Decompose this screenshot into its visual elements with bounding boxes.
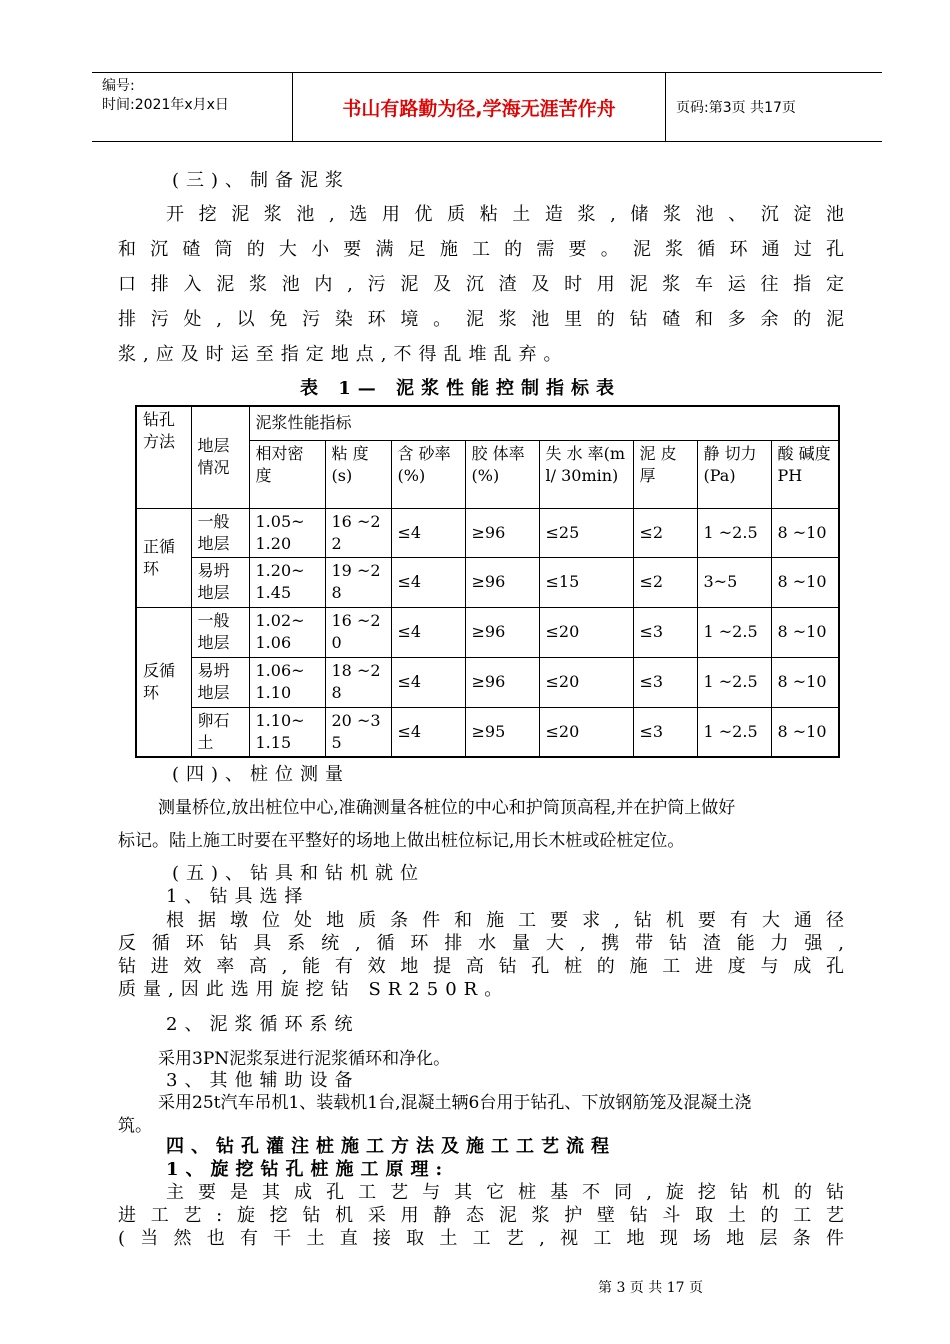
cell-stratum: 一般地层 bbox=[191, 508, 249, 557]
subheading-aux-equipment: 3、其他辅助设备 bbox=[166, 1070, 360, 1091]
cell-ph: 8 ~10 bbox=[771, 508, 839, 557]
page-footer: 第 3 页 共 17 页 bbox=[598, 1280, 703, 1296]
col-header-water-loss: 失 水 率(ml/ 30min) bbox=[539, 440, 633, 508]
section-heading-pile-survey: (四)、桩位测量 bbox=[172, 764, 351, 785]
cell-viscosity: 18 ~28 bbox=[325, 657, 391, 707]
paragraph-line: 采用3PN泥浆泵进行泥浆循环和净化。 bbox=[158, 1049, 451, 1069]
paragraph-line: 浆,应及时运至指定地点,不得乱堆乱弃。 bbox=[118, 344, 569, 365]
paragraph-line: 采用25t汽车吊机1、装载机1台,混凝土辆6台用于钻孔、下放钢筋笼及混凝土浇 bbox=[158, 1093, 752, 1113]
paragraph-line: 反循环钻具系统,循环排水量大,携带钻渣能力强, bbox=[118, 933, 844, 954]
col-header-density: 相对密度 bbox=[249, 440, 325, 508]
cell-colloid: ≥96 bbox=[465, 657, 539, 707]
cell-sand: ≤4 bbox=[391, 707, 465, 757]
table-row bbox=[136, 557, 839, 607]
cell-stratum: 卵石土 bbox=[191, 707, 249, 757]
table-caption: 表 1— 泥浆性能控制指标表 bbox=[300, 378, 622, 399]
doc-number-label: 编号: bbox=[102, 78, 135, 94]
cell-sand: ≤4 bbox=[391, 508, 465, 557]
cell-colloid: ≥95 bbox=[465, 707, 539, 757]
cell-water-loss: ≤25 bbox=[539, 508, 633, 557]
cell-viscosity: 16 ~22 bbox=[325, 508, 391, 557]
col-header-colloid: 胶 体率(%) bbox=[465, 440, 539, 508]
subheading-rotary-principle: 1、旋挖钻孔桩施工原理: bbox=[166, 1159, 450, 1180]
col-header-mud-skin: 泥 皮厚 bbox=[633, 440, 697, 508]
subheading-mud-circulation: 2、泥浆循环系统 bbox=[166, 1014, 360, 1035]
cell-shear: 1 ~2.5 bbox=[697, 707, 771, 757]
group-method-reverse: 反循环 bbox=[136, 607, 191, 757]
section-heading-mud-prep: (三)、制备泥浆 bbox=[172, 170, 351, 191]
section-heading-drill-setup: (五)、钻具和钻机就位 bbox=[172, 863, 426, 884]
header-meta bbox=[102, 77, 292, 137]
table-row bbox=[136, 607, 839, 657]
doc-time-label: 时间:2021年x月x日 bbox=[102, 97, 229, 113]
mud-performance-table bbox=[135, 405, 840, 758]
paragraph-line: 钻进效率高,能有效地提高钻孔桩的施工进度与成孔 bbox=[118, 956, 844, 977]
group-method-forward: 正循环 bbox=[136, 508, 191, 607]
table-row bbox=[136, 657, 839, 707]
page-header bbox=[92, 72, 882, 142]
cell-water-loss: ≤20 bbox=[539, 657, 633, 707]
paragraph-line: 排污处,以免污染环境。泥浆池里的钻碴和多余的泥 bbox=[118, 309, 844, 330]
cell-mud-skin: ≤2 bbox=[633, 508, 697, 557]
cell-density: 1.05~1.20 bbox=[249, 508, 325, 557]
cell-colloid: ≥96 bbox=[465, 557, 539, 607]
cell-stratum: 一般地层 bbox=[191, 607, 249, 657]
cell-mud-skin: ≤2 bbox=[633, 557, 697, 607]
cell-viscosity: 20 ~35 bbox=[325, 707, 391, 757]
header-mud-indicators: 泥浆性能指标 bbox=[249, 406, 839, 440]
cell-density: 1.06~1.10 bbox=[249, 657, 325, 707]
part-heading-bored-pile: 四、钻孔灌注桩施工方法及施工工艺流程 bbox=[166, 1136, 616, 1157]
paragraph-line: 进工艺:旋挖钻机采用静态泥浆护壁钻斗取土的工艺 bbox=[118, 1205, 844, 1226]
cell-sand: ≤4 bbox=[391, 557, 465, 607]
cell-mud-skin: ≤3 bbox=[633, 707, 697, 757]
paragraph-line: (当然也有干土直接取土工艺,视工地现场地层条件 bbox=[118, 1228, 844, 1249]
paragraph-line: 根据墩位处地质条件和施工要求,钻机要有大通径 bbox=[166, 910, 844, 931]
paragraph-line: 和沉碴筒的大小要满足施工的需要。泥浆循环通过孔 bbox=[118, 239, 844, 260]
cell-ph: 8 ~10 bbox=[771, 707, 839, 757]
cell-density: 1.10~1.15 bbox=[249, 707, 325, 757]
cell-sand: ≤4 bbox=[391, 657, 465, 707]
cell-ph: 8 ~10 bbox=[771, 657, 839, 707]
header-page-label: 页码:第3页 共17页 bbox=[676, 100, 796, 116]
cell-ph: 8 ~10 bbox=[771, 607, 839, 657]
paragraph-line: 口排入泥浆池内,污泥及沉渣及时用泥浆车运往指定 bbox=[118, 274, 844, 295]
header-motto: 书山有路勤为径,学海无涯苦作舟 bbox=[292, 73, 666, 141]
paragraph-line: 质量,因此选用旋挖钻 SR250R。 bbox=[118, 979, 510, 1000]
col-header-sand: 含 砂率(%) bbox=[391, 440, 465, 508]
table-row bbox=[136, 508, 839, 557]
cell-shear: 1 ~2.5 bbox=[697, 657, 771, 707]
cell-stratum: 易坍地层 bbox=[191, 557, 249, 607]
header-stratum: 地层情况 bbox=[191, 406, 249, 508]
paragraph-line: 筑。 bbox=[118, 1116, 152, 1136]
cell-shear: 1 ~2.5 bbox=[697, 508, 771, 557]
cell-density: 1.02~1.06 bbox=[249, 607, 325, 657]
cell-ph: 8 ~10 bbox=[771, 557, 839, 607]
cell-mud-skin: ≤3 bbox=[633, 607, 697, 657]
cell-water-loss: ≤15 bbox=[539, 557, 633, 607]
cell-shear: 1 ~2.5 bbox=[697, 607, 771, 657]
table-row bbox=[136, 707, 839, 757]
cell-density: 1.20~1.45 bbox=[249, 557, 325, 607]
cell-colloid: ≥96 bbox=[465, 508, 539, 557]
cell-water-loss: ≤20 bbox=[539, 607, 633, 657]
col-header-ph: 酸 碱度PH bbox=[771, 440, 839, 508]
col-header-viscosity: 粘 度(s) bbox=[325, 440, 391, 508]
paragraph-line: 标记。陆上施工时要在平整好的场地上做出桩位标记,用长木桩或砼桩定位。 bbox=[118, 831, 685, 851]
col-header-static-shear: 静 切力(Pa) bbox=[697, 440, 771, 508]
cell-water-loss: ≤20 bbox=[539, 707, 633, 757]
paragraph-line: 测量桥位,放出桩位中心,准确测量各桩位的中心和护筒顶高程,并在护筒上做好 bbox=[158, 798, 736, 818]
cell-stratum: 易坍地层 bbox=[191, 657, 249, 707]
header-drilling-method: 钻孔方法 bbox=[136, 406, 191, 508]
cell-viscosity: 16 ~20 bbox=[325, 607, 391, 657]
cell-sand: ≤4 bbox=[391, 607, 465, 657]
paragraph-line: 开挖泥浆池,选用优质粘土造浆,储浆池、沉淀池 bbox=[166, 204, 844, 225]
paragraph-line: 主要是其成孔工艺与其它桩基不同,旋挖钻机的钻 bbox=[166, 1182, 844, 1203]
subheading-drill-selection: 1、钻具选择 bbox=[166, 886, 310, 907]
cell-colloid: ≥96 bbox=[465, 607, 539, 657]
cell-viscosity: 19 ~28 bbox=[325, 557, 391, 607]
cell-shear: 3~5 bbox=[697, 557, 771, 607]
cell-mud-skin: ≤3 bbox=[633, 657, 697, 707]
